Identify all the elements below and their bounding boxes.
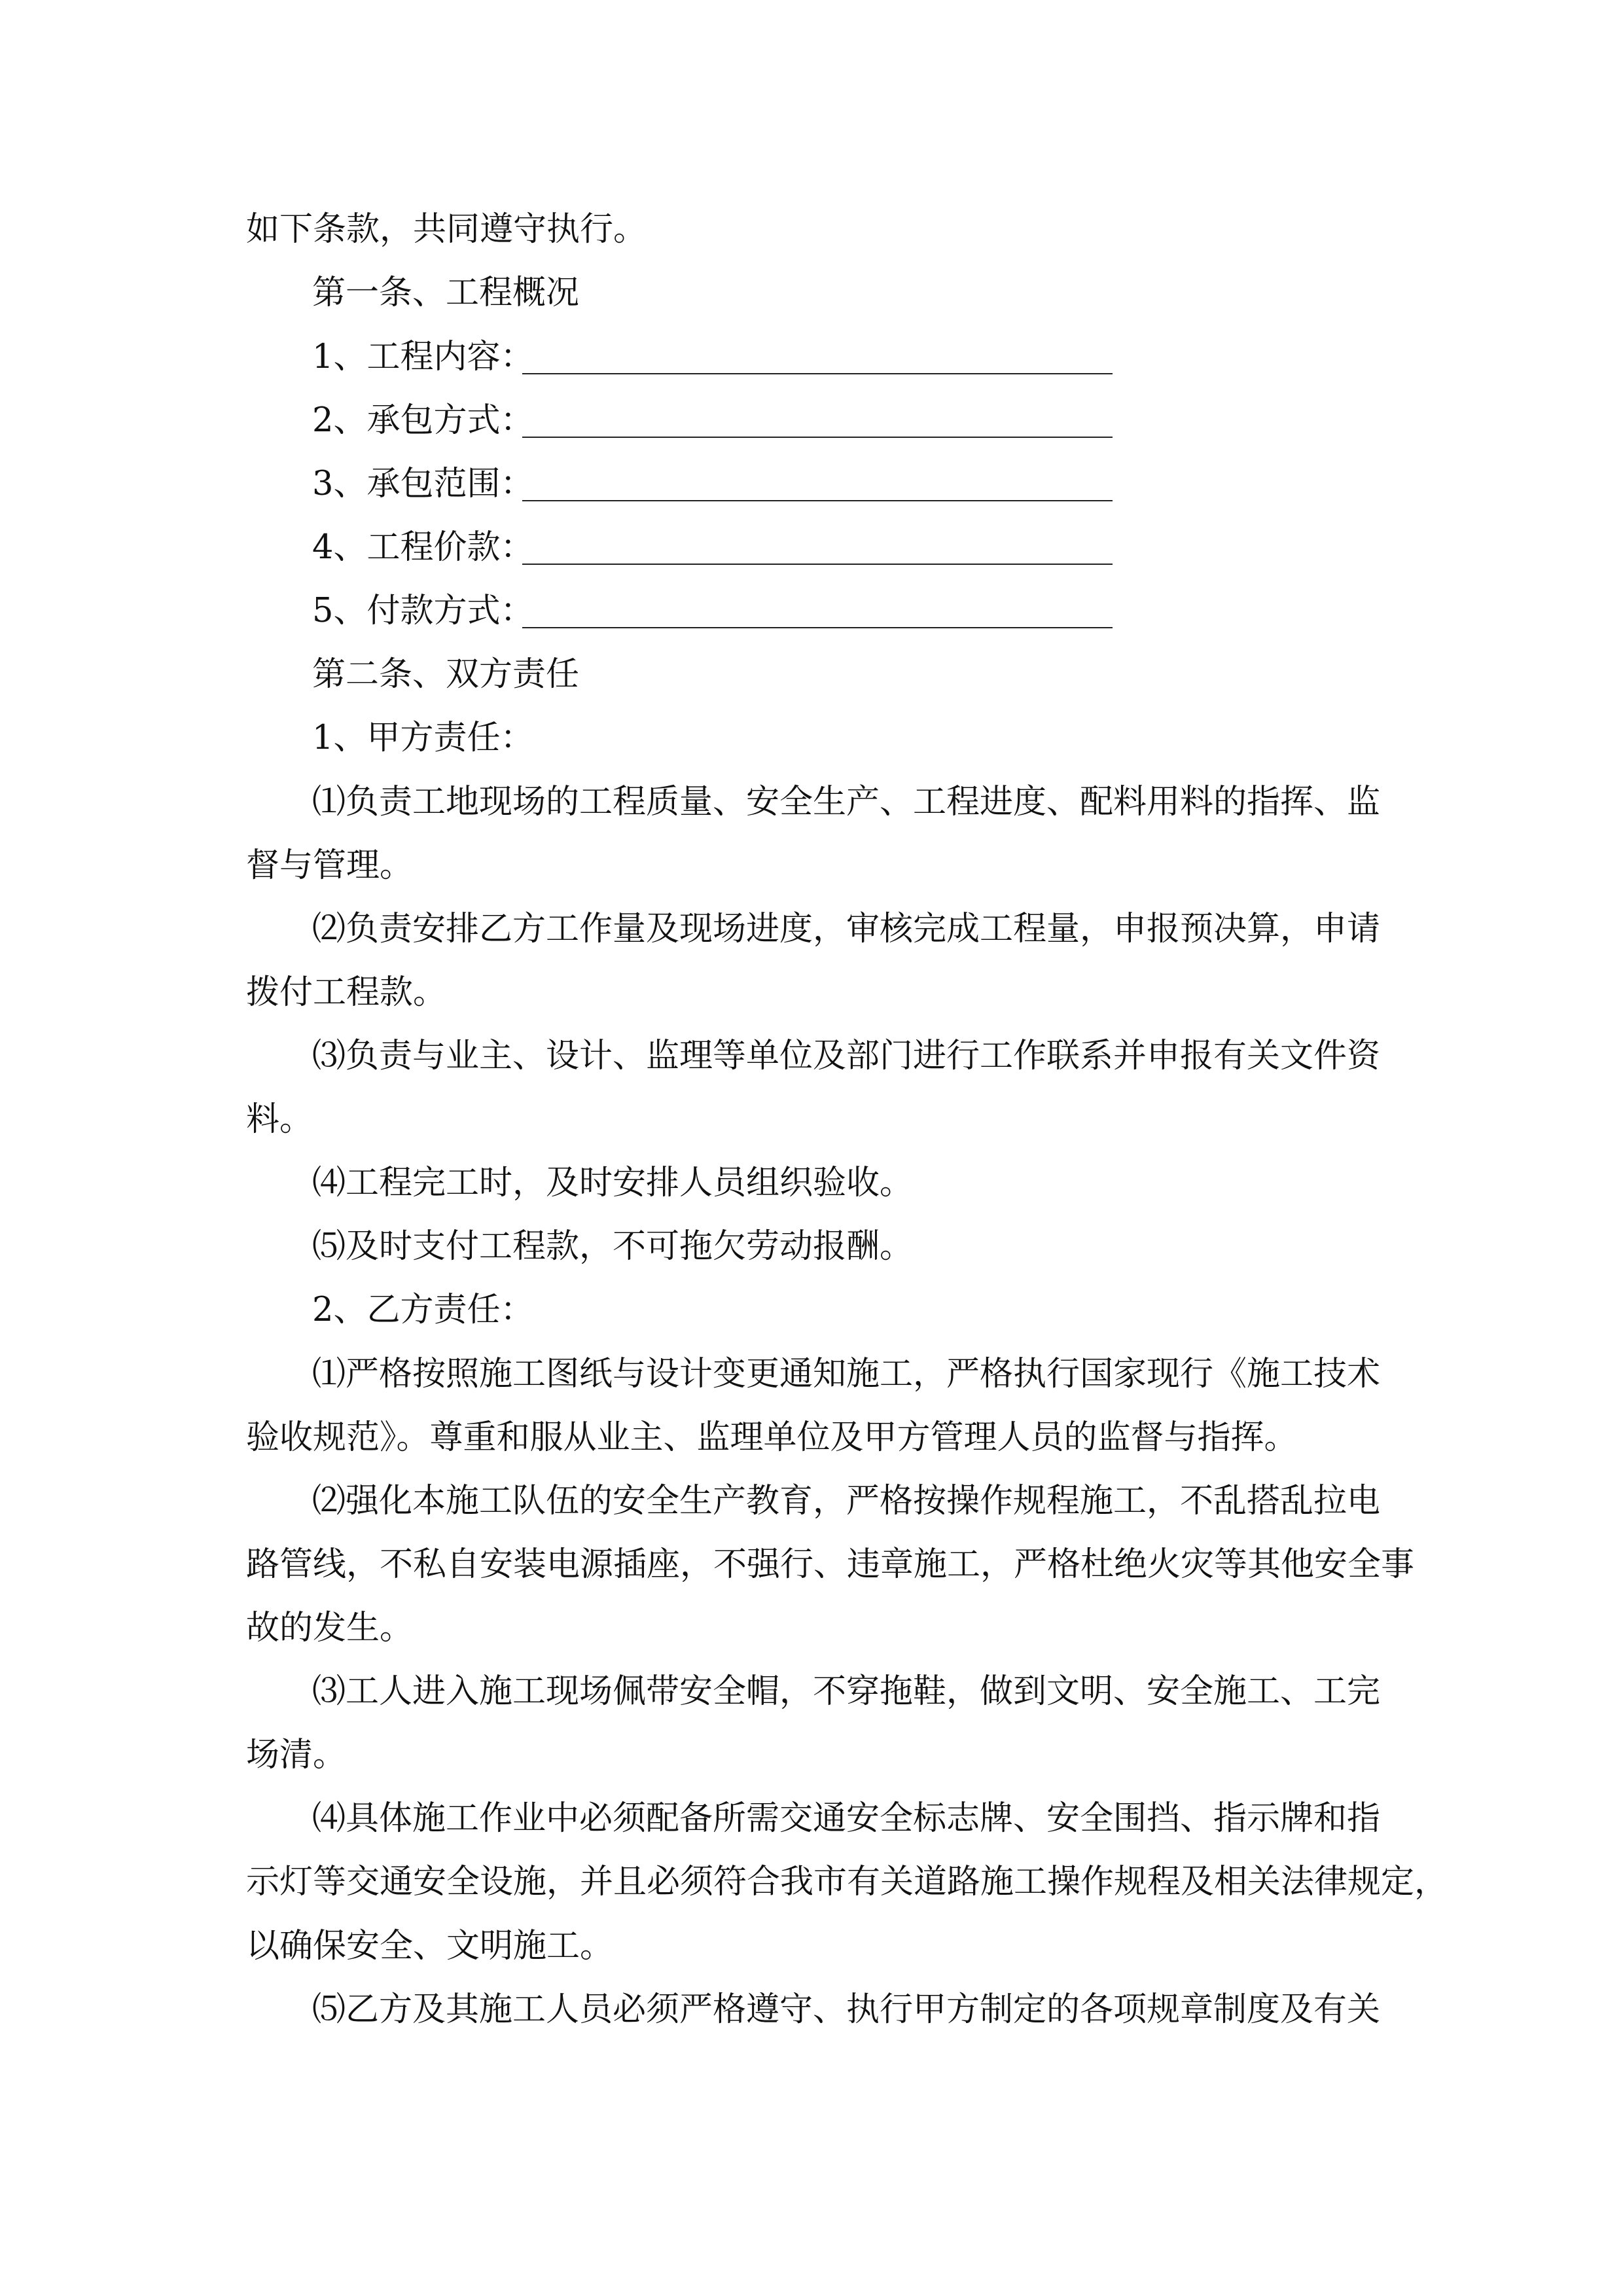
- party-b-heading: 2、乙方责任：: [312, 1291, 534, 1329]
- party-b-item-2-line-3: 故的发生。: [246, 1609, 414, 1647]
- party-a-item-2-line-1: ⑵负责安排乙方工作量及现场进度，审核完成工程量，申报预决算，申请: [312, 910, 1381, 948]
- party-b-item-4-line-1: ⑷具体施工作业中必须配备所需交通安全标志牌、安全围挡、指示牌和指: [312, 1799, 1381, 1838]
- article2-heading: 第二条、双方责任: [312, 655, 580, 694]
- party-a-item-1-line-1: ⑴负责工地现场的工程质量、安全生产、工程进度、配料用料的指挥、监: [312, 783, 1381, 821]
- party-a-item-4-line-1: ⑷工程完工时，及时安排人员组织验收。: [312, 1164, 914, 1202]
- intro-tail-line: 如下条款，共同遵守执行。: [246, 210, 647, 249]
- party-b-item-4-line-3: 以确保安全、文明施工。: [246, 1927, 614, 1965]
- party-a-heading: 1、甲方责任：: [312, 719, 534, 757]
- field-blank-project-price: [522, 564, 1113, 565]
- party-a-item-5-line-1: ⑸及时支付工程款，不可拖欠劳动报酬。: [312, 1227, 914, 1266]
- field-blank-contract-scope: [522, 500, 1113, 501]
- article1-heading: 第一条、工程概况: [312, 274, 580, 312]
- party-b-item-3-line-2: 场清。: [246, 1736, 347, 1774]
- party-b-item-2-line-2: 路管线，不私自安装电源插座，不强行、违章施工，严格杜绝火灾等其他安全事: [246, 1545, 1415, 1584]
- field-label-contract-method: 2、承包方式：: [312, 401, 534, 440]
- party-b-item-3-line-1: ⑶工人进入施工现场佩带安全帽，不穿拖鞋，做到文明、安全施工、工完: [312, 1672, 1381, 1711]
- field-blank-contract-method: [522, 437, 1113, 438]
- field-label-payment-method: 5、付款方式：: [312, 592, 534, 630]
- party-a-item-2-line-2: 拨付工程款。: [246, 973, 447, 1012]
- party-b-item-1-line-2: 验收规范》。尊重和服从业主、监理单位及甲方管理人员的监督与指挥。: [246, 1418, 1298, 1457]
- party-a-item-1-line-2: 督与管理。: [246, 846, 414, 885]
- party-b-item-1-line-1: ⑴严格按照施工图纸与设计变更通知施工，严格执行国家现行《施工技术: [312, 1355, 1381, 1393]
- field-blank-payment-method: [522, 627, 1113, 628]
- field-label-project-price: 4、工程价款：: [312, 528, 534, 567]
- field-label-project-content: 1、工程内容：: [312, 338, 534, 376]
- field-label-contract-scope: 3、承包范围：: [312, 465, 534, 503]
- party-b-item-4-line-2: 示灯等交通安全设施，并且必须符合我市有关道路施工操作规程及相关法律规定，: [246, 1863, 1448, 1901]
- party-b-item-5-line-1: ⑸乙方及其施工人员必须严格遵守、执行甲方制定的各项规章制度及有关: [312, 1990, 1381, 2029]
- party-a-item-3-line-1: ⑶负责与业主、设计、监理等单位及部门进行工作联系并申报有关文件资: [312, 1037, 1381, 1075]
- party-b-item-2-line-1: ⑵强化本施工队伍的安全生产教育，严格按操作规程施工，不乱搭乱拉电: [312, 1482, 1381, 1520]
- party-a-item-3-line-2: 料。: [246, 1100, 313, 1139]
- field-blank-project-content: [522, 373, 1113, 374]
